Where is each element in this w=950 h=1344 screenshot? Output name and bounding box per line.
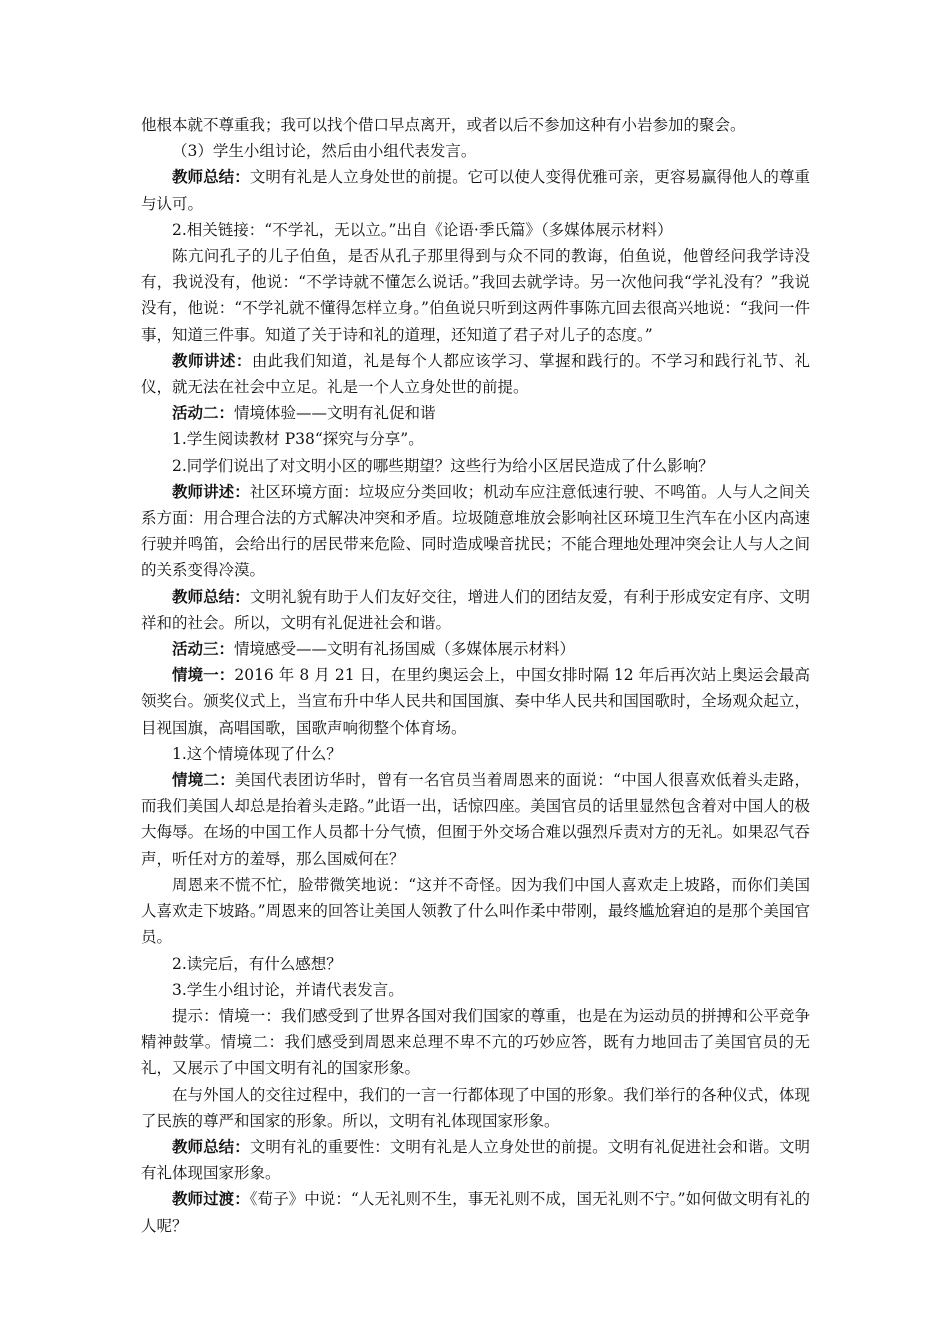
paragraph-19: [141, 1003, 810, 1082]
paragraph-13-text: 2016 年 8 月 21 日，在里约奥运会上，中国女排时隔 12 年后再次站上奥运会最高领奖台。颁奖仪式上，当宣布升中华人民共和国国旗、奏中华人民共和国国歌时，全场观众起立，目视国旗，高唱国歌，国歌声响彻整个体育场。: [141, 666, 810, 737]
paragraph-6: [141, 348, 810, 400]
paragraph-10-text: 社区环境方面：垃圾应分类回收；机动车应注意低速行驶、不鸣笛。人与人之间关系方面：用合理合法的方式解决冲突和矛盾。垃圾随意堆放会影响社区环境卫生汽车在小区内高速行驶并鸣笛，会给出行的居民带来危险、同时造成噪音扰民；不能合理地处理冲突会让人与人之间的关系变得冷漠。: [141, 482, 810, 580]
paragraph-1-text: 他根本就不尊重我；我可以找个借口早点离开，或者以后不参加这种有小岩参加的聚会。: [141, 116, 746, 134]
paragraph-9: [141, 453, 810, 479]
paragraph-20: [141, 1082, 810, 1134]
paragraph-16-text: 周恩来不慌不忙，脸带微笑地说：“这并不奇怪。因为我们中国人喜欢走上坡路，而你们美国人喜欢走下坡路。”周恩来的回答让美国人领教了什么叫作柔中带刚，最终尴尬窘迫的是那个美国官员。: [141, 875, 810, 947]
paragraph-2: [141, 138, 810, 164]
paragraph-1: [141, 112, 810, 138]
paragraph-22-lead: 教师过渡：: [172, 1189, 250, 1209]
paragraph-16: [141, 872, 810, 951]
paragraph-15-lead: 情境二：: [172, 770, 236, 790]
paragraph-12: [141, 636, 810, 662]
paragraph-14: [141, 741, 810, 767]
paragraph-14-text: 1.这个情境体现了什么？: [172, 744, 342, 763]
document-page: [141, 112, 810, 1239]
paragraph-7-lead: 活动二：: [172, 403, 235, 423]
paragraph-20-text: 在与外国人的交往过程中，我们的一言一行都体现了中国的形象。我们举行的各种仪式，体现了民族的尊严和国家的形象。所以，文明有礼体现国家形象。: [141, 1085, 810, 1130]
paragraph-7-text: 情境体验——文明有礼促和谐: [234, 404, 436, 423]
paragraph-17: [141, 951, 810, 977]
paragraph-5-text: 陈亢问孔子的儿子伯鱼，是否从孔子那里得到与众不同的教诲，伯鱼说，他曾经问我学诗没有，我说没有，他说：“不学诗就不懂怎么说话。”我回去就学诗。另一次他问我“学礼没有？”我说没有，他说：“不学礼就不懂得怎样立身。”伯鱼说只听到这两件事陈亢回去很高兴地说：“我问一件事，知道三件事。知道了关于诗和礼的道理，还知道了君子对儿子的态度。”: [141, 247, 810, 344]
paragraph-3-lead: 教师总结：: [172, 167, 250, 187]
paragraph-8: [141, 426, 810, 452]
paragraph-2-text: （3）学生小组讨论，然后由小组代表发言。: [172, 142, 477, 161]
paragraph-5: [141, 243, 810, 348]
paragraph-18: [141, 977, 810, 1003]
paragraph-17-text: 2.读完后，有什么感想？: [172, 954, 342, 973]
paragraph-11-lead: 教师总结：: [172, 586, 250, 606]
paragraph-10: [141, 479, 810, 584]
paragraph-11-text: 文明礼貌有助于人们友好交往，增进人们的团结友爱，有利于形成安定有序、文明祥和的社会。所以，文明有礼促进社会和谐。: [141, 587, 810, 632]
paragraph-22: [141, 1186, 810, 1238]
paragraph-13: [141, 662, 810, 741]
paragraph-18-text: 3.学生小组讨论，并请代表发言。: [172, 980, 404, 999]
paragraph-7: [141, 400, 810, 426]
paragraph-9-text: 2.同学们说出了对文明小区的哪些期望？这些行为给小区居民造成了什么影响？: [172, 456, 714, 475]
paragraph-12-lead: 活动三：: [172, 639, 235, 659]
paragraph-12-text: 情境感受——文明有礼扬国威（多媒体展示材料）: [234, 640, 576, 659]
paragraph-3-text: 文明有礼是人立身处世的前提。它可以使人变得优雅可亲，更容易赢得他人的尊重与认可。: [141, 168, 810, 213]
paragraph-3: [141, 164, 810, 216]
paragraph-8-text: 1.学生阅读教材 P38“探究与分享”。: [172, 430, 424, 449]
paragraph-21-text: 文明有礼的重要性：文明有礼是人立身处世的前提。文明有礼促进社会和谐。文明有礼体现国家形象。: [141, 1137, 810, 1183]
paragraph-4: [141, 217, 810, 243]
paragraph-15-text: 美国代表团访华时，曾有一名官员当着周恩来的面说：“中国人很喜欢低着头走路，而我们美国人却总是抬着头走路。”此语一出，话惊四座。美国官员的话里显然包含着对中国人的极大侮辱。在场的中国工作人员都十分气愤，但囿于外交场合难以强烈斥责对方的无礼。如果忍气吞声，听任对方的羞辱，那么国威何在？: [141, 771, 810, 868]
paragraph-10-lead: 教师讲述：: [172, 481, 250, 501]
paragraph-15: [141, 767, 810, 872]
paragraph-11: [141, 584, 810, 636]
paragraph-13-lead: 情境一：: [172, 665, 235, 685]
paragraph-4-text: 2.相关链接：“不学礼，无以立。”出自《论语·季氏篇》（多媒体展示材料）: [172, 220, 673, 239]
paragraph-22-text: 《荀子》中说：“人无礼则不生，事无礼则不成，国无礼则不宁。”如何做文明有礼的人呢？: [141, 1190, 810, 1235]
paragraph-6-lead: 教师讲述：: [172, 350, 252, 370]
paragraph-19-text: 提示：情境一：我们感受到了世界各国对我们国家的尊重，也是在为运动员的拼搏和公平竞争精神鼓掌。情境二：我们感受到周恩来总理不卑不亢的巧妙应答，既有力地回击了美国官员的无礼，又展示了中国文明有礼的国家形象。: [141, 1006, 810, 1078]
paragraph-21-lead: 教师总结：: [172, 1136, 250, 1156]
paragraph-6-text: 由此我们知道，礼是每个人都应该学习、掌握和践行的。不学习和践行礼节、礼仪，就无法在社会中立足。礼是一个人立身处世的前提。: [141, 351, 810, 397]
paragraph-21: [141, 1134, 810, 1186]
